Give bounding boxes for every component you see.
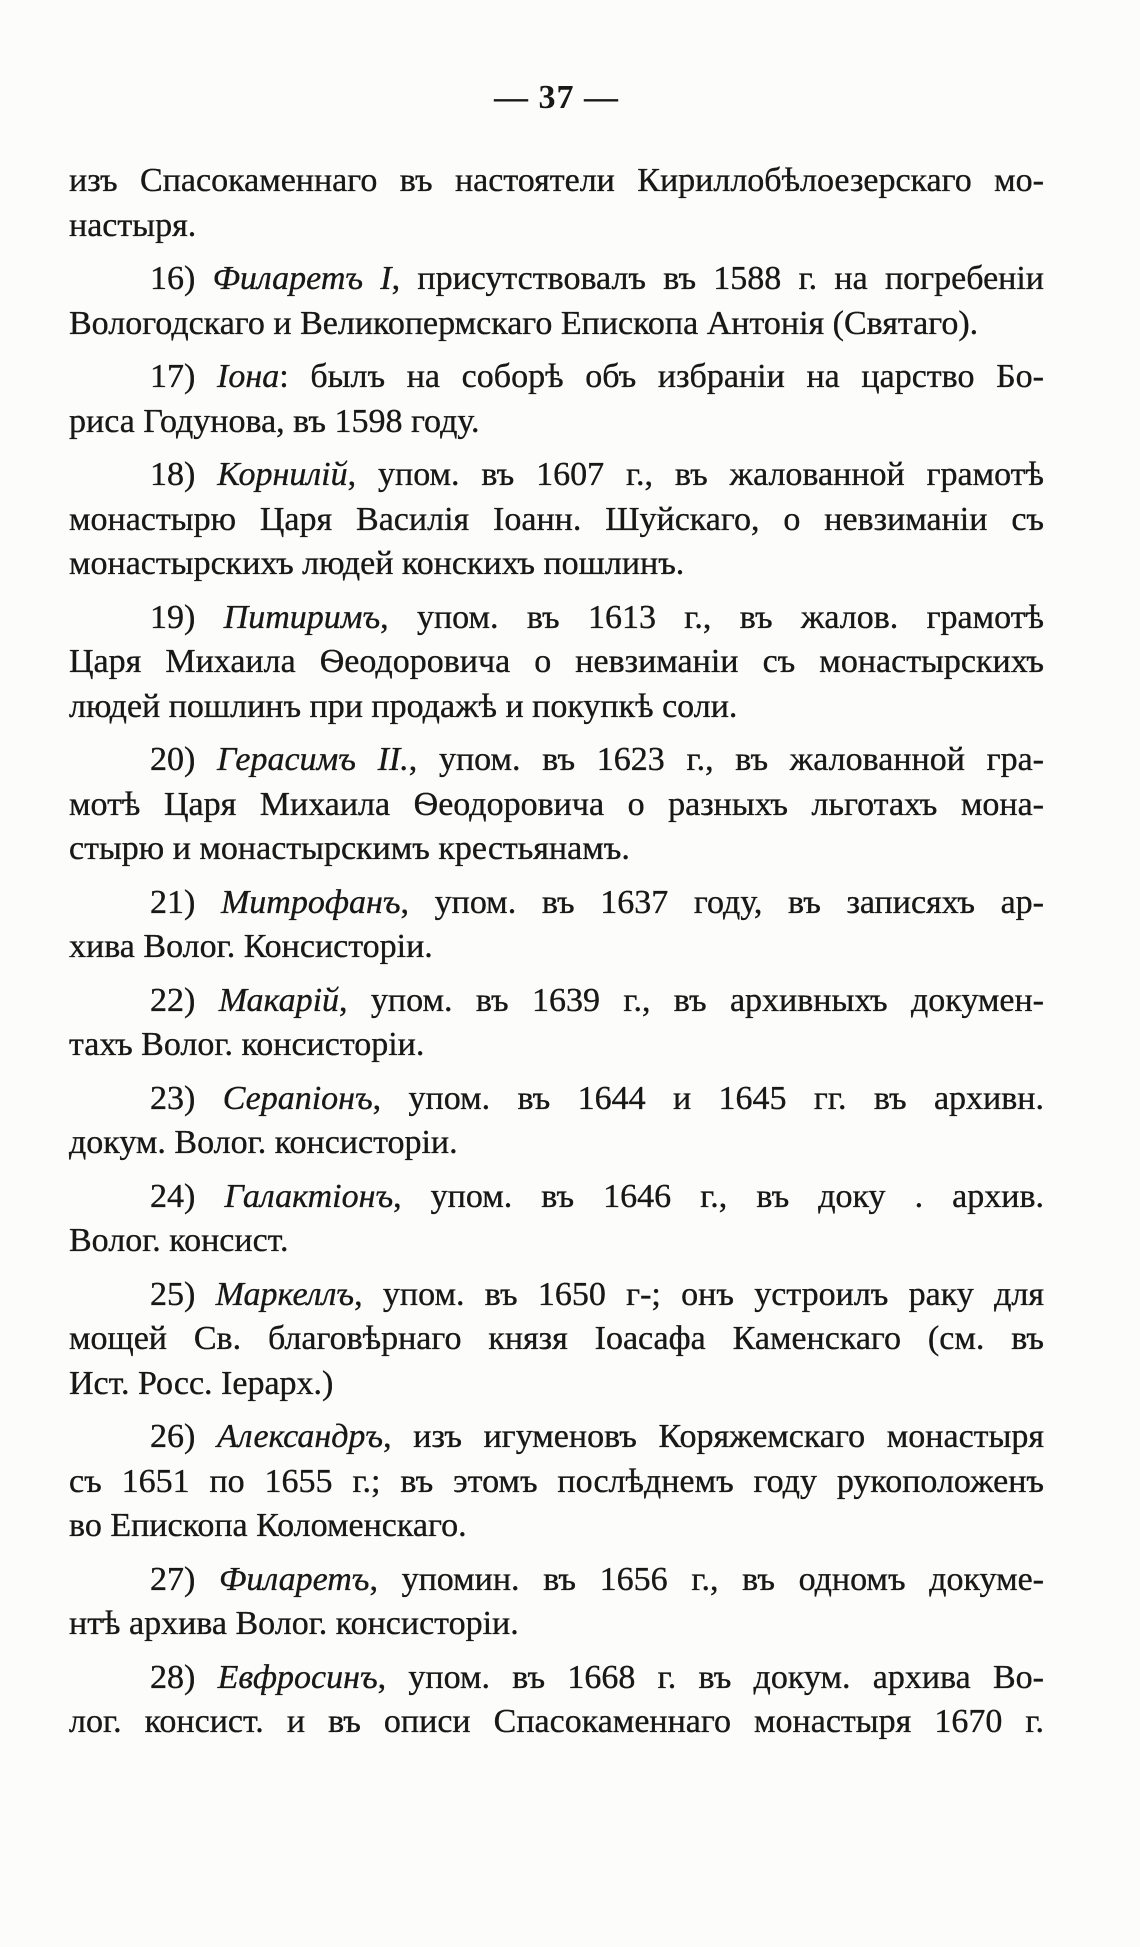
- text-line: настыря.: [69, 206, 197, 244]
- text-line: мотѣ Царя Михаила Ѳеодоровича о разныхъ льготахъ мона-: [69, 785, 1044, 823]
- list-entry: [69, 738, 1044, 872]
- entry-text: : былъ на соборѣ объ избраніи на царство Бо-: [279, 358, 1044, 395]
- entry-text: , упом. въ 1607 г., въ жалованной грамотѣ: [347, 456, 1044, 493]
- entry-name: Галактіонъ: [224, 1177, 394, 1215]
- entry-name: Маркеллъ: [215, 1275, 355, 1313]
- text-line: докум. Волог. консисторіи.: [69, 1124, 458, 1161]
- entry-number: 17): [150, 358, 196, 395]
- entry-text: , упом. въ 1644 и 1645 гг. въ архивн.: [372, 1079, 1045, 1117]
- list-entry: [69, 453, 1044, 587]
- entry-number: 27): [150, 1560, 196, 1598]
- entry-name: Питиримъ: [223, 598, 381, 636]
- entry-name: Іона: [217, 358, 280, 395]
- continued-paragraph: [69, 159, 1044, 248]
- page-text-block: [69, 159, 1044, 1754]
- text-line: лог. консист. и въ описи Спасокаменнаго монастыря 1670 г.: [69, 1703, 1044, 1740]
- entry-text: , присутствовалъ въ 1588 г. на погребеніи: [391, 260, 1044, 297]
- entry-text: , упом. въ 1613 г., въ жалов. грамотѣ: [380, 598, 1045, 636]
- entry-number: 26): [150, 1418, 196, 1455]
- text-line: Ист. Росс. Іерарх.): [69, 1364, 334, 1402]
- text-line: монастырскихъ людей конскихъ пошлинъ.: [69, 545, 685, 582]
- entry-number: 16): [150, 260, 196, 297]
- entry-first-line: [69, 1175, 1044, 1220]
- entry-name: Макарій: [218, 981, 340, 1019]
- entry-name: Александръ: [217, 1418, 384, 1455]
- entry-name: Митрофанъ: [220, 883, 401, 921]
- text-line: нтѣ архива Волог. консисторіи.: [69, 1605, 519, 1642]
- list-entry: [69, 881, 1044, 970]
- entry-text: , упом. въ 1637 году, въ записяхъ ар-: [400, 883, 1045, 921]
- entry-name: Серапіонъ: [222, 1079, 373, 1117]
- list-entry: [69, 979, 1044, 1068]
- entry-text: , упом. въ 1668 г. въ докум. архива Во-: [377, 1658, 1045, 1696]
- text-line: стырю и монастырскимъ крестьянамъ.: [69, 830, 630, 867]
- list-entry: [69, 1656, 1044, 1745]
- text-line: изъ Спасокаменнаго въ настоятели Кириллобѣлоезерскаго мо-: [69, 162, 1044, 199]
- list-entry: [69, 1558, 1044, 1647]
- entry-text: , упом. въ 1646 г., въ доку . архив.: [393, 1177, 1044, 1215]
- text-line: тахъ Волог. консисторіи.: [69, 1026, 425, 1063]
- list-entry: [69, 1415, 1044, 1549]
- entry-name: Филаретъ I: [212, 260, 392, 297]
- entry-first-line: [69, 881, 1044, 926]
- page-number: — 37 —: [494, 79, 619, 116]
- text-line: мощей Св. благовѣрнаго князя Іоасафа Каменскаго (см. въ: [69, 1320, 1044, 1357]
- entry-first-line: [69, 355, 1044, 400]
- entry-number: 21): [150, 883, 196, 921]
- text-line: хива Волог. Консисторіи.: [69, 928, 433, 965]
- entry-name: Филаретъ: [219, 1560, 370, 1598]
- entry-name: Евфросинъ: [217, 1658, 378, 1696]
- text-line: Вологодскаго и Великопермскаго Епископа Антонія (Святаго).: [69, 304, 979, 342]
- entry-number: 24): [150, 1177, 196, 1215]
- entry-text: , упом. въ 1650 г-; онъ устроилъ раку для: [354, 1275, 1045, 1313]
- entry-first-line: [69, 1415, 1044, 1460]
- entry-first-line: [69, 979, 1044, 1024]
- entry-first-line: [69, 1656, 1044, 1701]
- list-entry: [69, 355, 1044, 444]
- entry-first-line: [69, 1273, 1044, 1318]
- entry-name: Корнилій: [217, 456, 348, 493]
- text-line: риса Годунова, въ 1598 году.: [69, 402, 480, 440]
- list-entry: [69, 1077, 1044, 1166]
- text-line: съ 1651 по 1655 г.; въ этомъ послѣднемъ году рукоположенъ: [69, 1462, 1044, 1500]
- entry-first-line: [69, 738, 1044, 783]
- entry-number: 23): [150, 1079, 196, 1117]
- list-entry: [69, 257, 1044, 346]
- entry-number: 19): [150, 598, 196, 636]
- text-line: Царя Михаила Ѳеодоровича о невзиманіи съ монастырскихъ: [69, 643, 1044, 680]
- entry-first-line: [69, 453, 1044, 498]
- entry-first-line: [69, 1077, 1044, 1122]
- list-entry: [69, 1273, 1044, 1407]
- text-line: во Епископа Коломенскаго.: [69, 1507, 467, 1544]
- entry-number: 28): [150, 1658, 196, 1696]
- list-entry: [69, 596, 1044, 730]
- entry-number: 22): [150, 981, 196, 1019]
- text-line: Волог. консист.: [69, 1222, 289, 1259]
- text-line: монастырю Царя Василія Іоанн. Шуйскаго, о невзиманіи съ: [69, 500, 1044, 538]
- entry-first-line: [69, 596, 1044, 641]
- entry-first-line: [69, 257, 1044, 302]
- entry-text: , упомин. въ 1656 г., въ одномъ докуме-: [369, 1560, 1045, 1598]
- entry-number: 18): [150, 456, 196, 493]
- entry-first-line: [69, 1558, 1044, 1603]
- entry-text: , изъ игуменовъ Коряжемскаго монастыря: [383, 1418, 1045, 1455]
- entry-text: , упом. въ 1639 г., въ архивныхъ докумен-: [339, 981, 1044, 1019]
- entry-text: , упом. въ 1623 г., въ жалованной гра-: [408, 741, 1044, 778]
- entry-number: 25): [150, 1275, 196, 1313]
- list-entry: [69, 1175, 1044, 1264]
- entry-name: Герасимъ II.: [217, 741, 409, 778]
- text-line: людей пошлинъ при продажѣ и покупкѣ соли.: [69, 687, 738, 725]
- entry-number: 20): [150, 741, 196, 778]
